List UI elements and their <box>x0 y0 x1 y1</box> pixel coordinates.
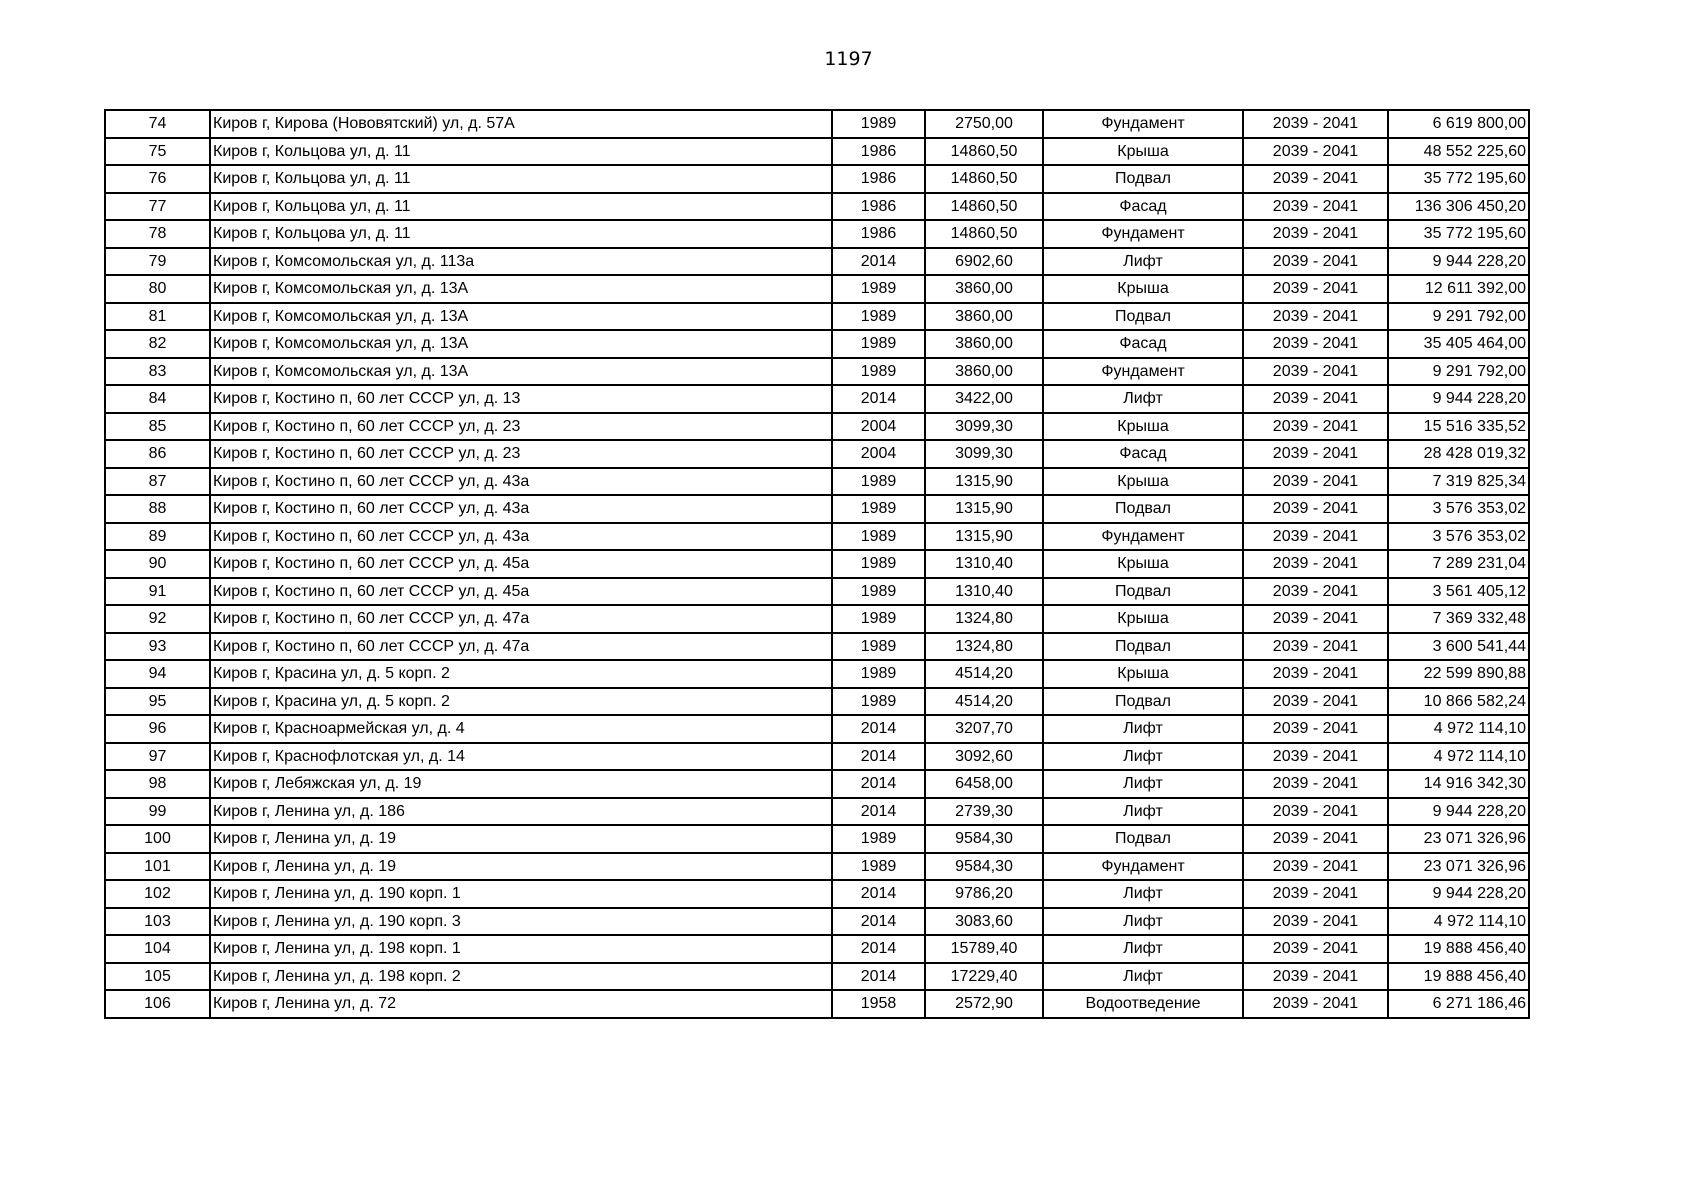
table-row <box>105 138 1529 166</box>
table-row <box>105 908 1529 936</box>
table-row <box>105 853 1529 881</box>
address-cell: Киров г, Ленина ул, д. 198 корп. 1 <box>210 935 832 963</box>
year-cell: 2014 <box>832 798 925 826</box>
period-cell: 2039 - 2041 <box>1243 578 1388 606</box>
area-cell: 3099,30 <box>925 413 1043 441</box>
area-cell: 1315,90 <box>925 468 1043 496</box>
year-cell: 1989 <box>832 550 925 578</box>
row-number: 80 <box>105 275 210 303</box>
area-cell: 1324,80 <box>925 633 1043 661</box>
table-row <box>105 660 1529 688</box>
period-cell: 2039 - 2041 <box>1243 743 1388 771</box>
cost-cell: 7 369 332,48 <box>1388 605 1529 633</box>
row-number: 95 <box>105 688 210 716</box>
work-type-cell: Крыша <box>1043 550 1243 578</box>
table-row <box>105 413 1529 441</box>
row-number: 97 <box>105 743 210 771</box>
table-row <box>105 330 1529 358</box>
area-cell: 2750,00 <box>925 110 1043 138</box>
work-type-cell: Крыша <box>1043 275 1243 303</box>
period-cell: 2039 - 2041 <box>1243 990 1388 1018</box>
area-cell: 1324,80 <box>925 605 1043 633</box>
cost-cell: 4 972 114,10 <box>1388 908 1529 936</box>
period-cell: 2039 - 2041 <box>1243 550 1388 578</box>
address-cell: Киров г, Костино п, 60 лет СССР ул, д. 43а <box>210 523 832 551</box>
table-row <box>105 605 1529 633</box>
work-type-cell: Крыша <box>1043 605 1243 633</box>
address-cell: Киров г, Красина ул, д. 5 корп. 2 <box>210 660 832 688</box>
period-cell: 2039 - 2041 <box>1243 193 1388 221</box>
period-cell: 2039 - 2041 <box>1243 385 1388 413</box>
address-cell: Киров г, Комсомольская ул, д. 13А <box>210 330 832 358</box>
cost-cell: 35 772 195,60 <box>1388 165 1529 193</box>
year-cell: 2004 <box>832 440 925 468</box>
row-number: 91 <box>105 578 210 606</box>
table-row <box>105 770 1529 798</box>
year-cell: 1989 <box>832 853 925 881</box>
year-cell: 1986 <box>832 220 925 248</box>
year-cell: 1989 <box>832 358 925 386</box>
address-cell: Киров г, Кирова (Нововятский) ул, д. 57А <box>210 110 832 138</box>
area-cell: 1310,40 <box>925 578 1043 606</box>
row-number: 90 <box>105 550 210 578</box>
cost-cell: 3 576 353,02 <box>1388 495 1529 523</box>
table-row <box>105 990 1529 1018</box>
row-number: 86 <box>105 440 210 468</box>
table-row <box>105 633 1529 661</box>
period-cell: 2039 - 2041 <box>1243 220 1388 248</box>
work-type-cell: Подвал <box>1043 578 1243 606</box>
period-cell: 2039 - 2041 <box>1243 303 1388 331</box>
address-cell: Киров г, Комсомольская ул, д. 13А <box>210 358 832 386</box>
area-cell: 6458,00 <box>925 770 1043 798</box>
cost-cell: 28 428 019,32 <box>1388 440 1529 468</box>
period-cell: 2039 - 2041 <box>1243 770 1388 798</box>
period-cell: 2039 - 2041 <box>1243 110 1388 138</box>
row-number: 103 <box>105 908 210 936</box>
work-type-cell: Лифт <box>1043 798 1243 826</box>
address-cell: Киров г, Комсомольская ул, д. 13А <box>210 275 832 303</box>
work-type-cell: Подвал <box>1043 303 1243 331</box>
area-cell: 14860,50 <box>925 138 1043 166</box>
table-row <box>105 248 1529 276</box>
row-number: 83 <box>105 358 210 386</box>
row-number: 106 <box>105 990 210 1018</box>
period-cell: 2039 - 2041 <box>1243 660 1388 688</box>
cost-cell: 48 552 225,60 <box>1388 138 1529 166</box>
area-cell: 3860,00 <box>925 303 1043 331</box>
year-cell: 1989 <box>832 523 925 551</box>
table-row <box>105 743 1529 771</box>
address-cell: Киров г, Костино п, 60 лет СССР ул, д. 43а <box>210 468 832 496</box>
cost-cell: 9 291 792,00 <box>1388 358 1529 386</box>
area-cell: 2572,90 <box>925 990 1043 1018</box>
address-cell: Киров г, Костино п, 60 лет СССР ул, д. 23 <box>210 413 832 441</box>
row-number: 81 <box>105 303 210 331</box>
address-cell: Киров г, Лебяжская ул, д. 19 <box>210 770 832 798</box>
address-cell: Киров г, Костино п, 60 лет СССР ул, д. 43а <box>210 495 832 523</box>
work-type-cell: Подвал <box>1043 495 1243 523</box>
row-number: 100 <box>105 825 210 853</box>
table-row <box>105 523 1529 551</box>
work-type-cell: Лифт <box>1043 908 1243 936</box>
work-type-cell: Лифт <box>1043 385 1243 413</box>
area-cell: 14860,50 <box>925 220 1043 248</box>
row-number: 102 <box>105 880 210 908</box>
period-cell: 2039 - 2041 <box>1243 523 1388 551</box>
area-cell: 3099,30 <box>925 440 1043 468</box>
table-row <box>105 303 1529 331</box>
period-cell: 2039 - 2041 <box>1243 275 1388 303</box>
year-cell: 1989 <box>832 110 925 138</box>
table-row <box>105 798 1529 826</box>
period-cell: 2039 - 2041 <box>1243 330 1388 358</box>
address-cell: Киров г, Костино п, 60 лет СССР ул, д. 45а <box>210 578 832 606</box>
cost-cell: 19 888 456,40 <box>1388 935 1529 963</box>
area-cell: 4514,20 <box>925 688 1043 716</box>
row-number: 82 <box>105 330 210 358</box>
cost-cell: 9 291 792,00 <box>1388 303 1529 331</box>
year-cell: 1986 <box>832 193 925 221</box>
address-cell: Киров г, Костино п, 60 лет СССР ул, д. 47а <box>210 605 832 633</box>
period-cell: 2039 - 2041 <box>1243 825 1388 853</box>
year-cell: 2014 <box>832 880 925 908</box>
work-type-cell: Водоотведение <box>1043 990 1243 1018</box>
period-cell: 2039 - 2041 <box>1243 908 1388 936</box>
row-number: 99 <box>105 798 210 826</box>
cost-cell: 9 944 228,20 <box>1388 880 1529 908</box>
area-cell: 4514,20 <box>925 660 1043 688</box>
cost-cell: 22 599 890,88 <box>1388 660 1529 688</box>
area-cell: 6902,60 <box>925 248 1043 276</box>
year-cell: 2014 <box>832 770 925 798</box>
row-number: 77 <box>105 193 210 221</box>
cost-cell: 9 944 228,20 <box>1388 248 1529 276</box>
year-cell: 1989 <box>832 688 925 716</box>
row-number: 89 <box>105 523 210 551</box>
period-cell: 2039 - 2041 <box>1243 358 1388 386</box>
row-number: 98 <box>105 770 210 798</box>
year-cell: 1989 <box>832 495 925 523</box>
address-cell: Киров г, Костино п, 60 лет СССР ул, д. 23 <box>210 440 832 468</box>
work-type-cell: Фундамент <box>1043 523 1243 551</box>
year-cell: 2014 <box>832 715 925 743</box>
table-row <box>105 825 1529 853</box>
cost-cell: 9 944 228,20 <box>1388 798 1529 826</box>
row-number: 105 <box>105 963 210 991</box>
year-cell: 1989 <box>832 578 925 606</box>
work-type-cell: Крыша <box>1043 138 1243 166</box>
cost-cell: 35 405 464,00 <box>1388 330 1529 358</box>
year-cell: 2014 <box>832 743 925 771</box>
work-type-cell: Лифт <box>1043 935 1243 963</box>
cost-cell: 3 561 405,12 <box>1388 578 1529 606</box>
row-number: 84 <box>105 385 210 413</box>
year-cell: 1989 <box>832 605 925 633</box>
period-cell: 2039 - 2041 <box>1243 440 1388 468</box>
cost-cell: 19 888 456,40 <box>1388 963 1529 991</box>
address-cell: Киров г, Костино п, 60 лет СССР ул, д. 45а <box>210 550 832 578</box>
row-number: 88 <box>105 495 210 523</box>
address-cell: Киров г, Краснофлотская ул, д. 14 <box>210 743 832 771</box>
period-cell: 2039 - 2041 <box>1243 468 1388 496</box>
address-cell: Киров г, Костино п, 60 лет СССР ул, д. 13 <box>210 385 832 413</box>
cost-cell: 136 306 450,20 <box>1388 193 1529 221</box>
address-cell: Киров г, Ленина ул, д. 190 корп. 1 <box>210 880 832 908</box>
work-type-cell: Лифт <box>1043 248 1243 276</box>
work-type-cell: Лифт <box>1043 770 1243 798</box>
registry-table-body <box>105 110 1529 1018</box>
table-row <box>105 495 1529 523</box>
year-cell: 2014 <box>832 908 925 936</box>
table-row <box>105 165 1529 193</box>
cost-cell: 7 289 231,04 <box>1388 550 1529 578</box>
address-cell: Киров г, Красина ул, д. 5 корп. 2 <box>210 688 832 716</box>
row-number: 76 <box>105 165 210 193</box>
year-cell: 1989 <box>832 825 925 853</box>
address-cell: Киров г, Комсомольская ул, д. 113а <box>210 248 832 276</box>
period-cell: 2039 - 2041 <box>1243 165 1388 193</box>
row-number: 104 <box>105 935 210 963</box>
period-cell: 2039 - 2041 <box>1243 605 1388 633</box>
year-cell: 1989 <box>832 468 925 496</box>
row-number: 101 <box>105 853 210 881</box>
year-cell: 1986 <box>832 165 925 193</box>
year-cell: 1986 <box>832 138 925 166</box>
period-cell: 2039 - 2041 <box>1243 248 1388 276</box>
row-number: 75 <box>105 138 210 166</box>
cost-cell: 15 516 335,52 <box>1388 413 1529 441</box>
cost-cell: 9 944 228,20 <box>1388 385 1529 413</box>
cost-cell: 10 866 582,24 <box>1388 688 1529 716</box>
area-cell: 14860,50 <box>925 193 1043 221</box>
period-cell: 2039 - 2041 <box>1243 633 1388 661</box>
period-cell: 2039 - 2041 <box>1243 715 1388 743</box>
table-row <box>105 440 1529 468</box>
work-type-cell: Лифт <box>1043 880 1243 908</box>
cost-cell: 7 319 825,34 <box>1388 468 1529 496</box>
table-row <box>105 688 1529 716</box>
cost-cell: 4 972 114,10 <box>1388 715 1529 743</box>
period-cell: 2039 - 2041 <box>1243 138 1388 166</box>
work-type-cell: Подвал <box>1043 688 1243 716</box>
year-cell: 2014 <box>832 385 925 413</box>
area-cell: 3207,70 <box>925 715 1043 743</box>
address-cell: Киров г, Красноармейская ул, д. 4 <box>210 715 832 743</box>
page-number: 1197 <box>824 48 873 70</box>
period-cell: 2039 - 2041 <box>1243 880 1388 908</box>
work-type-cell: Фундамент <box>1043 220 1243 248</box>
area-cell: 3422,00 <box>925 385 1043 413</box>
year-cell: 1989 <box>832 275 925 303</box>
address-cell: Киров г, Кольцова ул, д. 11 <box>210 220 832 248</box>
cost-cell: 23 071 326,96 <box>1388 825 1529 853</box>
period-cell: 2039 - 2041 <box>1243 798 1388 826</box>
work-type-cell: Фасад <box>1043 193 1243 221</box>
period-cell: 2039 - 2041 <box>1243 963 1388 991</box>
cost-cell: 6 271 186,46 <box>1388 990 1529 1018</box>
table-row <box>105 385 1529 413</box>
table-row <box>105 880 1529 908</box>
table-row <box>105 578 1529 606</box>
work-type-cell: Фундамент <box>1043 853 1243 881</box>
cost-cell: 35 772 195,60 <box>1388 220 1529 248</box>
address-cell: Киров г, Костино п, 60 лет СССР ул, д. 47а <box>210 633 832 661</box>
work-type-cell: Фундамент <box>1043 358 1243 386</box>
table-row <box>105 963 1529 991</box>
area-cell: 3860,00 <box>925 275 1043 303</box>
area-cell: 14860,50 <box>925 165 1043 193</box>
area-cell: 1315,90 <box>925 495 1043 523</box>
area-cell: 9584,30 <box>925 853 1043 881</box>
year-cell: 2014 <box>832 935 925 963</box>
work-type-cell: Фундамент <box>1043 110 1243 138</box>
period-cell: 2039 - 2041 <box>1243 688 1388 716</box>
table-row <box>105 193 1529 221</box>
year-cell: 1958 <box>832 990 925 1018</box>
period-cell: 2039 - 2041 <box>1243 495 1388 523</box>
row-number: 87 <box>105 468 210 496</box>
row-number: 92 <box>105 605 210 633</box>
cost-cell: 14 916 342,30 <box>1388 770 1529 798</box>
table-row <box>105 275 1529 303</box>
work-type-cell: Лифт <box>1043 715 1243 743</box>
period-cell: 2039 - 2041 <box>1243 853 1388 881</box>
year-cell: 1989 <box>832 303 925 331</box>
address-cell: Киров г, Кольцова ул, д. 11 <box>210 193 832 221</box>
period-cell: 2039 - 2041 <box>1243 935 1388 963</box>
table-row <box>105 358 1529 386</box>
registry-table <box>104 109 1530 1019</box>
work-type-cell: Фасад <box>1043 330 1243 358</box>
work-type-cell: Лифт <box>1043 963 1243 991</box>
work-type-cell: Крыша <box>1043 660 1243 688</box>
address-cell: Киров г, Ленина ул, д. 198 корп. 2 <box>210 963 832 991</box>
work-type-cell: Подвал <box>1043 825 1243 853</box>
table-row <box>105 110 1529 138</box>
year-cell: 1989 <box>832 330 925 358</box>
table-row <box>105 550 1529 578</box>
address-cell: Киров г, Комсомольская ул, д. 13А <box>210 303 832 331</box>
area-cell: 9786,20 <box>925 880 1043 908</box>
row-number: 96 <box>105 715 210 743</box>
work-type-cell: Подвал <box>1043 633 1243 661</box>
cost-cell: 3 600 541,44 <box>1388 633 1529 661</box>
work-type-cell: Лифт <box>1043 743 1243 771</box>
table-row <box>105 468 1529 496</box>
year-cell: 1989 <box>832 633 925 661</box>
work-type-cell: Крыша <box>1043 413 1243 441</box>
address-cell: Киров г, Ленина ул, д. 19 <box>210 853 832 881</box>
cost-cell: 3 576 353,02 <box>1388 523 1529 551</box>
address-cell: Киров г, Ленина ул, д. 19 <box>210 825 832 853</box>
area-cell: 2739,30 <box>925 798 1043 826</box>
period-cell: 2039 - 2041 <box>1243 413 1388 441</box>
work-type-cell: Фасад <box>1043 440 1243 468</box>
row-number: 94 <box>105 660 210 688</box>
address-cell: Киров г, Ленина ул, д. 186 <box>210 798 832 826</box>
year-cell: 2014 <box>832 963 925 991</box>
area-cell: 3083,60 <box>925 908 1043 936</box>
address-cell: Киров г, Ленина ул, д. 190 корп. 3 <box>210 908 832 936</box>
year-cell: 1989 <box>832 660 925 688</box>
area-cell: 1310,40 <box>925 550 1043 578</box>
row-number: 93 <box>105 633 210 661</box>
address-cell: Киров г, Ленина ул, д. 72 <box>210 990 832 1018</box>
area-cell: 3860,00 <box>925 330 1043 358</box>
area-cell: 1315,90 <box>925 523 1043 551</box>
cost-cell: 12 611 392,00 <box>1388 275 1529 303</box>
address-cell: Киров г, Кольцова ул, д. 11 <box>210 138 832 166</box>
row-number: 78 <box>105 220 210 248</box>
work-type-cell: Крыша <box>1043 468 1243 496</box>
cost-cell: 23 071 326,96 <box>1388 853 1529 881</box>
row-number: 85 <box>105 413 210 441</box>
area-cell: 15789,40 <box>925 935 1043 963</box>
area-cell: 17229,40 <box>925 963 1043 991</box>
area-cell: 3860,00 <box>925 358 1043 386</box>
cost-cell: 6 619 800,00 <box>1388 110 1529 138</box>
address-cell: Киров г, Кольцова ул, д. 11 <box>210 165 832 193</box>
row-number: 74 <box>105 110 210 138</box>
table-row <box>105 220 1529 248</box>
table-row <box>105 935 1529 963</box>
cost-cell: 4 972 114,10 <box>1388 743 1529 771</box>
work-type-cell: Подвал <box>1043 165 1243 193</box>
table-row <box>105 715 1529 743</box>
year-cell: 2014 <box>832 248 925 276</box>
area-cell: 9584,30 <box>925 825 1043 853</box>
year-cell: 2004 <box>832 413 925 441</box>
area-cell: 3092,60 <box>925 743 1043 771</box>
row-number: 79 <box>105 248 210 276</box>
